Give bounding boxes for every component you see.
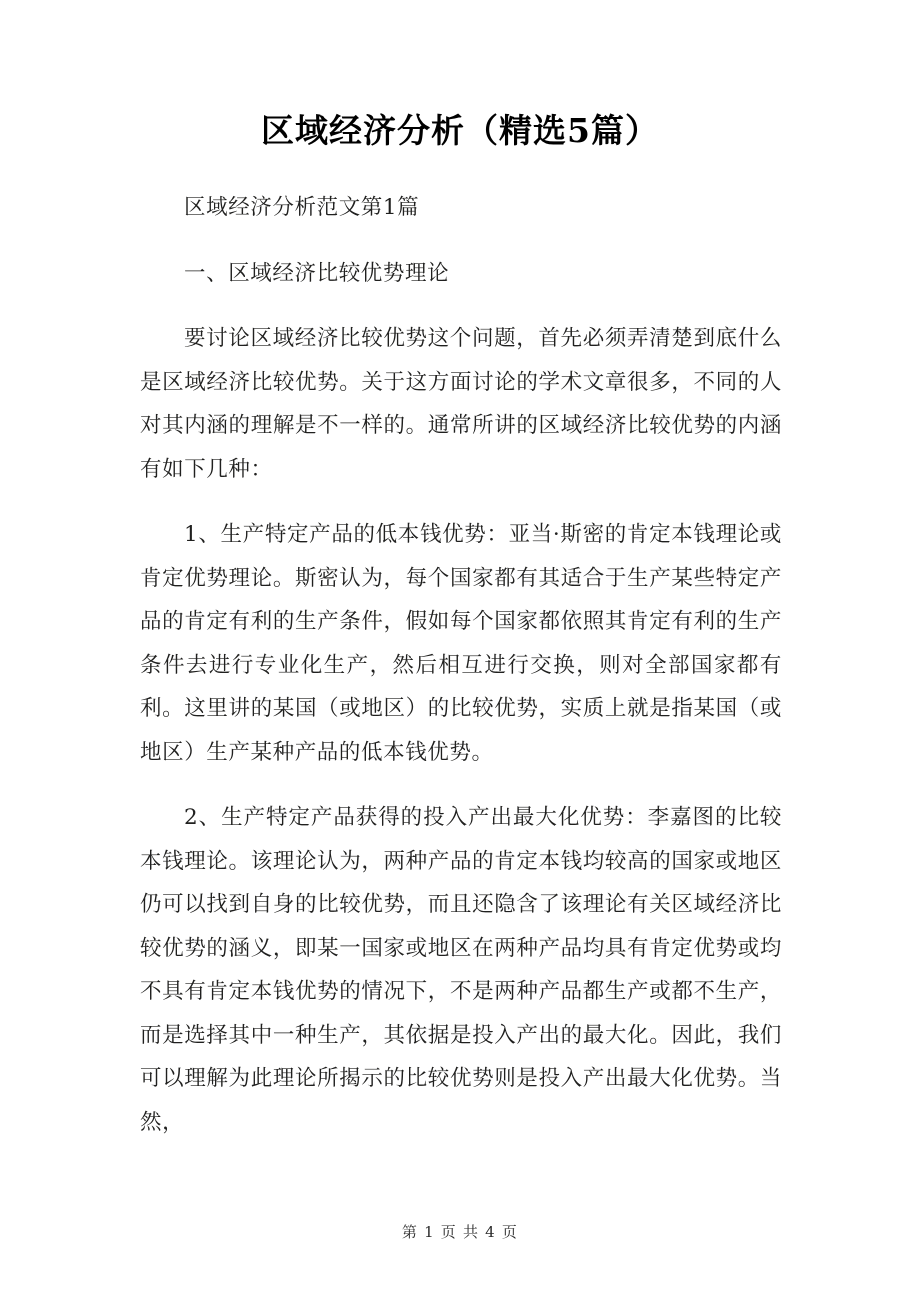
page-title: 区域经济分析（精选5篇） — [261, 111, 659, 150]
paragraph-subtitle: 区域经济分析范文第1篇 — [184, 195, 420, 220]
paragraph-item-1: 1、生产特定产品的低本钱优势：亚当·斯密的肯定本钱理论或肯定优势理论。斯密认为，每个国家都有其适合于生产某些特定产品的肯定有利的生产条件，假如每个国家都依照其肯定有利的生产条件去进行专业化生产，然后相互进行交换，则对全部国家都有利。这里讲的某国（或地区）的比较优势，实质上就是指某国（或地区）生产某种产品的低本钱优势。 — [140, 522, 782, 765]
paragraph-intro: 要讨论区域经济比较优势这个问题，首先必须弄清楚到底什么是区域经济比较优势。关于这方面讨论的学术文章很多，不同的人对其内涵的理解是不一样的。通常所讲的区域经济比较优势的内涵有如下几种： — [140, 326, 782, 482]
paragraph-heading-1: 一、区域经济比较优势理论 — [184, 260, 450, 286]
page-footer: 第 1 页 共 4 页 — [401, 1223, 519, 1241]
document-body — [140, 186, 782, 1166]
paragraph-item-2: 2、生产特定产品获得的投入产出最大化优势：李嘉图的比较本钱理论。该理论认为，两种产品的肯定本钱均较高的国家或地区仍可以找到自身的比较优势，而且还隐含了该理论有关区域经济比较优势的涵义，即某一国家或地区在两种产品均具有肯定优势或均不具有肯定本钱优势的情况下，不是两种产品都生产或都不生产，而是选择其中一种生产，其依据是投入产出的最大化。因此，我们可以理解为此理论所揭示的比较优势则是投入产出最大化优势。当然， — [140, 805, 782, 1135]
